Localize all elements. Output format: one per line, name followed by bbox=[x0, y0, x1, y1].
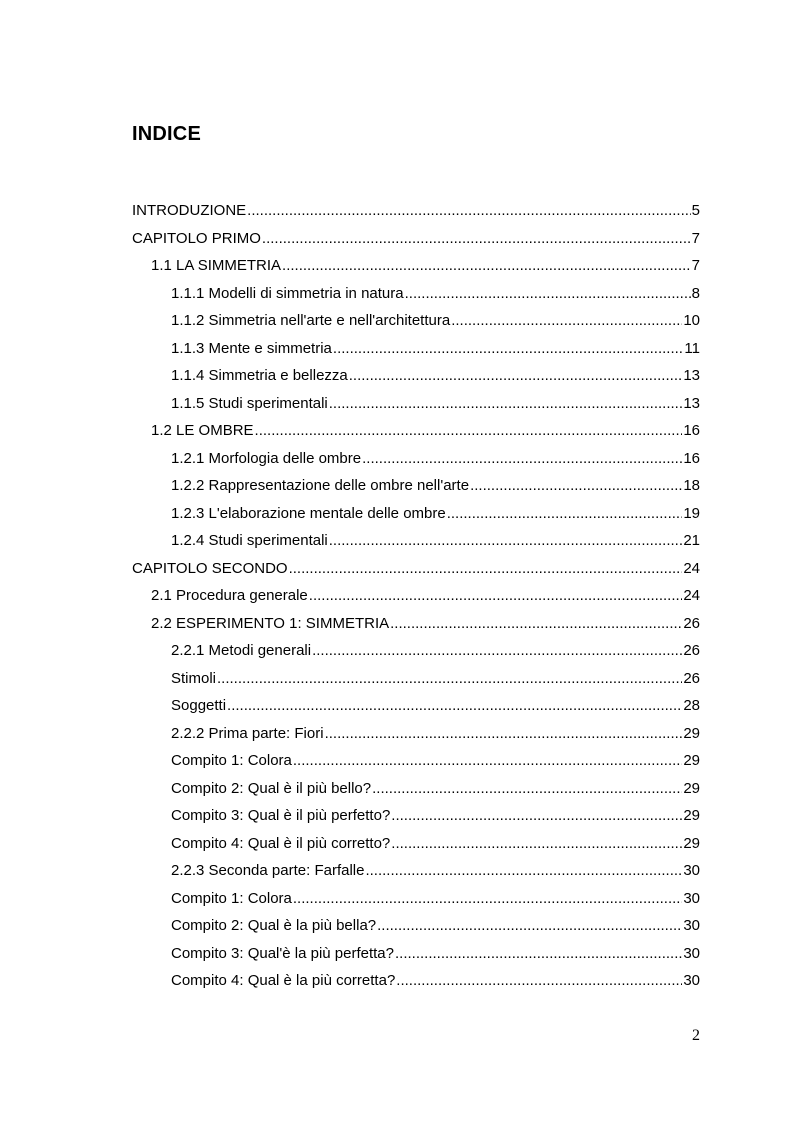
toc-dot-leader bbox=[293, 752, 682, 770]
toc-dot-leader bbox=[390, 615, 682, 633]
toc-entry-label: 1.2 LE OMBRE bbox=[151, 422, 254, 439]
toc-dot-leader bbox=[396, 972, 682, 990]
toc-entry-label: 1.2.3 L'elaborazione mentale delle ombre bbox=[171, 504, 446, 522]
toc-dot-leader bbox=[282, 257, 691, 275]
toc-entry[interactable] bbox=[171, 743, 700, 770]
toc-entry-label: Compito 3: Qual è il più perfetto? bbox=[171, 807, 391, 824]
toc-entry[interactable] bbox=[171, 358, 700, 385]
toc-entry-page: 16 bbox=[683, 449, 700, 467]
toc-entry-page: 5 bbox=[691, 202, 700, 219]
toc-entry-label: 2.1 Procedura generale bbox=[151, 587, 308, 604]
toc-entry-page: 30 bbox=[683, 862, 700, 879]
toc-entry[interactable] bbox=[151, 578, 700, 605]
toc-entry-label: 1.1 LA SIMMETRIA bbox=[151, 257, 282, 274]
toc-dot-leader bbox=[309, 587, 683, 605]
toc-entry-page: 30 bbox=[683, 972, 700, 989]
toc-entry-label: INTRODUZIONE bbox=[132, 202, 247, 219]
toc-entry-label: 1.2.4 Studi sperimentali bbox=[171, 532, 328, 549]
toc-entry-page: 28 bbox=[683, 697, 700, 714]
toc-entry-label: Compito 4: Qual è la più corretta? bbox=[171, 972, 396, 989]
toc-entry[interactable] bbox=[132, 551, 700, 578]
toc-dot-leader bbox=[217, 670, 682, 688]
toc-entry[interactable] bbox=[151, 248, 700, 275]
toc-entry-page: 29 bbox=[683, 724, 700, 742]
toc-dot-leader bbox=[377, 917, 682, 935]
toc-entry-page: 10 bbox=[683, 312, 700, 329]
toc-entry-label: Compito 2: Qual è la più bella? bbox=[171, 917, 377, 934]
toc-entry-page: 13 bbox=[683, 367, 700, 384]
toc-dot-leader bbox=[293, 890, 682, 908]
toc-entry-label: 2.2.3 Seconda parte: Farfalle bbox=[171, 862, 365, 879]
toc-entry-label: 2.2 ESPERIMENTO 1: SIMMETRIA bbox=[151, 614, 390, 632]
toc-dot-leader bbox=[447, 505, 683, 523]
toc-entry-page: 13 bbox=[683, 394, 700, 412]
toc-entry[interactable] bbox=[171, 771, 700, 798]
toc-dot-leader bbox=[349, 367, 683, 385]
toc-entry[interactable] bbox=[171, 386, 700, 413]
toc-dot-leader bbox=[255, 422, 683, 440]
toc-dot-leader bbox=[372, 780, 682, 798]
toc-entry[interactable] bbox=[171, 496, 700, 523]
toc-entry-page: 26 bbox=[683, 614, 700, 632]
toc-entry[interactable] bbox=[171, 523, 700, 550]
toc-entry[interactable] bbox=[132, 193, 700, 220]
toc-entry[interactable] bbox=[171, 826, 700, 853]
toc-entry[interactable] bbox=[171, 276, 700, 303]
toc-dot-leader bbox=[451, 312, 682, 330]
toc-entry[interactable] bbox=[171, 441, 700, 468]
toc-entry[interactable] bbox=[171, 798, 700, 825]
toc-entry[interactable] bbox=[171, 468, 700, 495]
toc-entry-label: Compito 4: Qual è il più corretto? bbox=[171, 834, 391, 852]
toc-entry-page: 24 bbox=[683, 559, 700, 577]
toc-entry-label: Soggetti bbox=[171, 697, 227, 714]
toc-entry[interactable] bbox=[171, 963, 700, 990]
toc-dot-leader bbox=[312, 642, 682, 660]
toc-dot-leader bbox=[329, 395, 683, 413]
toc-entry-label: 2.2.1 Metodi generali bbox=[171, 642, 312, 659]
toc-entry-page: 29 bbox=[683, 779, 700, 797]
toc-entry[interactable] bbox=[151, 606, 700, 633]
toc-entry-label: 1.1.4 Simmetria e bellezza bbox=[171, 367, 348, 384]
toc-dot-leader bbox=[289, 560, 683, 578]
toc-entry-page: 29 bbox=[683, 752, 700, 769]
toc-entry-page: 29 bbox=[683, 807, 700, 824]
toc-entry-page: 8 bbox=[691, 284, 700, 302]
toc-entry[interactable] bbox=[132, 221, 700, 248]
toc-entry[interactable] bbox=[171, 881, 700, 908]
toc-entry[interactable] bbox=[151, 413, 700, 440]
toc-entry-label: 2.2.2 Prima parte: Fiori bbox=[171, 724, 324, 742]
toc-entry-label: Stimoli bbox=[171, 669, 217, 687]
toc-dot-leader bbox=[391, 835, 682, 853]
toc-entry-page: 19 bbox=[683, 504, 700, 522]
toc-entry[interactable] bbox=[171, 716, 700, 743]
toc-dot-leader bbox=[247, 202, 690, 220]
toc-dot-leader bbox=[329, 532, 683, 550]
toc-entry-label: CAPITOLO SECONDO bbox=[132, 559, 288, 577]
toc-dot-leader bbox=[262, 230, 691, 248]
toc-dot-leader bbox=[227, 697, 682, 715]
toc-entry-page: 26 bbox=[683, 642, 700, 659]
toc-entry-page: 26 bbox=[683, 669, 700, 687]
page-title: INDICE bbox=[132, 123, 201, 145]
toc-entry-label: 1.2.1 Morfologia delle ombre bbox=[171, 449, 362, 467]
page-number: 2 bbox=[692, 1027, 700, 1044]
toc-entry-label: 1.1.5 Studi sperimentali bbox=[171, 394, 328, 412]
toc-dot-leader bbox=[362, 450, 682, 468]
toc-dot-leader bbox=[365, 862, 682, 880]
toc-entry-label: 1.1.3 Mente e simmetria bbox=[171, 339, 332, 357]
toc-entry-label: 1.1.2 Simmetria nell'arte e nell'architettura bbox=[171, 312, 451, 329]
toc-entry-page: 30 bbox=[683, 889, 700, 907]
toc-entry[interactable] bbox=[171, 936, 700, 963]
toc-dot-leader bbox=[333, 340, 684, 358]
toc-entry-label: CAPITOLO PRIMO bbox=[132, 229, 261, 247]
toc-entry-label: Compito 3: Qual'è la più perfetta? bbox=[171, 944, 394, 962]
toc-entry-page: 30 bbox=[683, 944, 700, 962]
toc-entry[interactable] bbox=[171, 331, 700, 358]
toc-dot-leader bbox=[325, 725, 683, 743]
toc-entry[interactable] bbox=[171, 633, 700, 660]
toc-entry[interactable] bbox=[171, 303, 700, 330]
toc-dot-leader bbox=[395, 945, 682, 963]
toc-entry-page: 7 bbox=[691, 229, 700, 247]
toc-entry-page: 24 bbox=[683, 587, 700, 604]
toc-entry-page: 16 bbox=[683, 422, 700, 439]
toc-entry-label: 1.2.2 Rappresentazione delle ombre nell'arte bbox=[171, 477, 470, 494]
toc-entry-page: 30 bbox=[683, 917, 700, 934]
toc-entry[interactable] bbox=[171, 908, 700, 935]
toc-dot-leader bbox=[391, 807, 682, 825]
toc-entry-label: Compito 1: Colora bbox=[171, 752, 292, 769]
toc-entry-page: 11 bbox=[684, 339, 700, 357]
toc-dot-leader bbox=[470, 477, 682, 495]
toc-entry-label: 1.1.1 Modelli di simmetria in natura bbox=[171, 284, 404, 302]
toc-entry-page: 7 bbox=[691, 257, 700, 274]
toc-entry-page: 29 bbox=[683, 834, 700, 852]
toc-entry[interactable] bbox=[171, 688, 700, 715]
toc-entry-page: 18 bbox=[683, 477, 700, 494]
toc-entry[interactable] bbox=[171, 661, 700, 688]
toc-dot-leader bbox=[405, 285, 691, 303]
toc-entry-label: Compito 2: Qual è il più bello? bbox=[171, 779, 372, 797]
toc-entry-label: Compito 1: Colora bbox=[171, 889, 292, 907]
toc-entry[interactable] bbox=[171, 853, 700, 880]
toc-entry-page: 21 bbox=[683, 532, 700, 549]
